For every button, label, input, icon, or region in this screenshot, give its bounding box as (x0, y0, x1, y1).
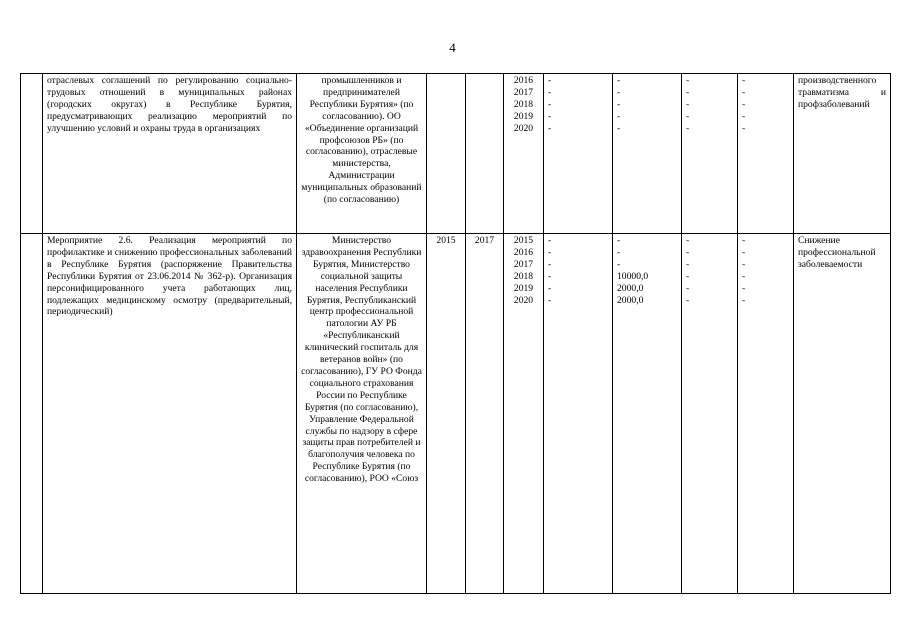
funding-value: - (686, 294, 690, 306)
years-cell (504, 74, 544, 234)
funding-value: - (617, 235, 621, 246)
funding-value: - (686, 235, 690, 246)
row-number-cell (21, 74, 43, 234)
funding-value: - (548, 122, 552, 134)
funding-value: - (548, 294, 552, 306)
result-cell: производственного травматизма и профзаболеваний (794, 74, 891, 234)
funding-cell-1 (544, 74, 613, 234)
funding-value: - (548, 282, 552, 294)
year-value: 2016 (513, 75, 534, 86)
funding-value: - (686, 246, 690, 258)
funding-cell-4 (738, 74, 794, 234)
result-cell: Снижение профессиональной заболеваемости (794, 234, 891, 594)
end-year-cell: 2017 (466, 234, 504, 594)
funding-value: - (548, 110, 552, 122)
executors-cell: Министерство здравоохранения Республики Бурятия, Министерство социальной защиты населения Республики Бурятия, Республиканский центр профессиональной патологии АУ РБ «Республиканский клинический госпиталь для ветеранов войн» (по согласованию), ГУ РО Фонда социального страхования России по Республике Бурятия (по согласованию), Управление Федеральной службы по надзору в сфере защиты прав потребителей и благополучия человека по Республике Бурятия (по согласованию), РОО «Союз (297, 234, 427, 594)
funding-cell-1 (544, 234, 613, 594)
end-year-cell (466, 74, 504, 234)
funding-value: - (548, 235, 552, 246)
year-value: 2018 (513, 98, 534, 110)
years-cell (504, 234, 544, 594)
funding-cell-3 (682, 234, 738, 594)
year-value: 2017 (513, 258, 534, 270)
funding-value: - (548, 258, 552, 270)
funding-value: - (548, 270, 552, 282)
event-cell: отраслевых соглашений по регулированию социально-трудовых отношений в муниципальных районах (городских округах) в Республике Бурятия, предусматривающих реализацию мероприятий по улучшению условий и охраны труда в организациях (43, 74, 297, 234)
funding-value: - (742, 110, 746, 122)
funding-value: - (617, 75, 621, 86)
year-value: 2019 (513, 282, 534, 294)
funding-value: - (742, 258, 746, 270)
funding-value: - (742, 122, 746, 134)
funding-value: - (617, 122, 621, 134)
funding-value: - (742, 98, 746, 110)
funding-value: - (617, 86, 621, 98)
funding-cell-4 (738, 234, 794, 594)
year-value: 2020 (513, 122, 534, 134)
start-year-cell: 2015 (427, 234, 466, 594)
table-row (21, 234, 891, 594)
page-number: 4 (449, 40, 456, 55)
year-value: 2019 (513, 110, 534, 122)
program-table (20, 73, 891, 594)
funding-value: - (617, 246, 621, 258)
funding-cell-2 (613, 74, 682, 234)
start-year-cell (427, 74, 466, 234)
year-value: 2020 (513, 294, 534, 306)
funding-value: - (617, 98, 621, 110)
table-row (21, 74, 891, 234)
row-number-cell (21, 234, 43, 594)
funding-value: - (686, 122, 690, 134)
funding-value: - (686, 75, 690, 86)
year-value: 2016 (513, 246, 534, 258)
funding-cell-3 (682, 74, 738, 234)
funding-value: - (742, 294, 746, 306)
year-value: 2015 (513, 235, 534, 246)
funding-value: - (548, 98, 552, 110)
funding-value: 2000,0 (617, 294, 644, 306)
funding-value: - (742, 235, 746, 246)
funding-cell-2 (613, 234, 682, 594)
funding-value: - (686, 282, 690, 294)
funding-value: - (548, 86, 552, 98)
funding-value: - (742, 282, 746, 294)
funding-value: - (617, 110, 621, 122)
event-cell: Мероприятие 2.6. Реализация мероприятий по профилактике и снижению профессиональных заболеваний в Республике Бурятия (распоряжение Правительства Республики Бурятия от 23.06.2014 № 362-р). Организация персонифицированного учета работающих лиц, подлежащих медицинскому осмотру (предварительный, периодический) (43, 234, 297, 594)
funding-value: - (686, 110, 690, 122)
year-value: 2017 (513, 86, 534, 98)
year-value: 2018 (513, 270, 534, 282)
funding-value: - (548, 246, 552, 258)
funding-value: 2000,0 (617, 282, 644, 294)
funding-value: - (548, 75, 552, 86)
funding-value: 10000,0 (617, 270, 649, 282)
funding-value: - (686, 98, 690, 110)
funding-value: - (686, 270, 690, 282)
funding-value: - (617, 258, 621, 270)
funding-value: - (742, 270, 746, 282)
funding-value: - (742, 86, 746, 98)
funding-value: - (742, 75, 746, 86)
funding-value: - (742, 246, 746, 258)
funding-value: - (686, 86, 690, 98)
executors-cell: промышленников и предпринимателей Республики Бурятия» (по согласованию). ОО «Объединение организаций профсоюзов РБ» (по согласованию), отраслевые министерства, Администрации муниципальных образований (по согласованию) (297, 74, 427, 234)
funding-value: - (686, 258, 690, 270)
